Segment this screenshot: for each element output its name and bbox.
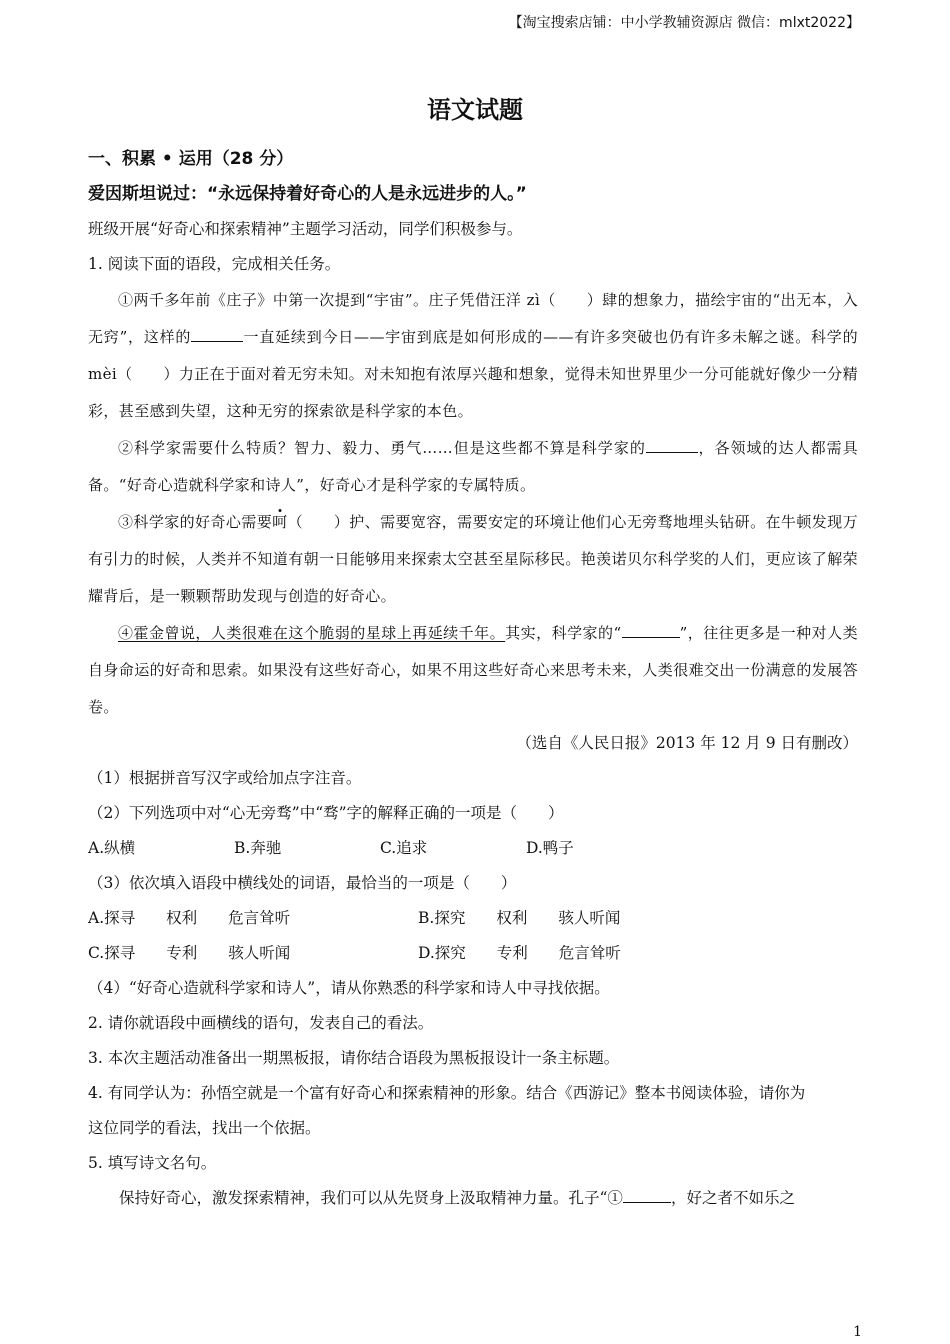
para4-text-a: 其实，科学家的“	[505, 624, 622, 642]
sub-question-4: （4）“好奇心造就科学家和诗人”，请从你熟悉的科学家和诗人中寻找依据。	[88, 979, 610, 997]
sub-question-2-options	[88, 831, 858, 866]
intro-line: 班级开展“好奇心和探索精神”主题学习活动，同学们积极参与。	[88, 220, 523, 238]
passage-paragraph-3	[88, 504, 858, 615]
sub-question-3-options-row-2	[88, 936, 858, 971]
para1-text-b: 一直延续到今日——宇宙到底是如何形成的——有许多突破也仍有许多未解之谜。科学的 mèi（ ）力正在于面对着无穷未知。对未知抱有浓厚兴趣和想象，觉得未知世界里少一分可能就好像少一分精彩，甚至感到失望，这种无穷的探索欲是科学家的本色。	[88, 328, 858, 420]
option-a[interactable]: A.探寻 权利 危言耸听	[88, 909, 291, 927]
fill-blank-2[interactable]	[646, 436, 698, 453]
section-heading: 一、积累 • 运用（28 分）	[88, 149, 294, 169]
para3-text-a: ③科学家的好奇心需要	[118, 513, 273, 531]
underlined-sentence: ④霍金曾说，人类很难在这个脆弱的星球上再延续千年。	[118, 624, 506, 642]
passage-paragraph-4	[88, 615, 858, 726]
option-a[interactable]: A.纵横	[88, 839, 136, 857]
option-c[interactable]: C.追求	[380, 839, 428, 857]
page-number: 1	[853, 1324, 862, 1340]
fill-blank-1[interactable]	[191, 325, 243, 342]
fill-blank-q5[interactable]	[623, 1186, 671, 1203]
q5-text-a: 保持好奇心，激发探索精神，我们可以从先贤身上汲取精神力量。孔子“①	[119, 1189, 623, 1207]
option-b[interactable]: B.探究 权利 骇人听闻	[418, 909, 621, 927]
question-4-line-1: 4. 有同学认为：孙悟空就是一个富有好奇心和探索精神的形象。结合《西游记》整本书阅读体验，请你为	[88, 1084, 806, 1102]
source-citation: （选自《人民日报》2013 年 12 月 9 日有删改）	[516, 734, 858, 752]
document-body	[88, 142, 858, 1216]
option-b[interactable]: B.奔驰	[234, 839, 282, 857]
fill-blank-3[interactable]	[622, 621, 680, 638]
question-5: 5. 填写诗文名句。	[88, 1154, 217, 1172]
para2-text-a: ②科学家需要什么特质？智力、毅力、勇气……但是这些都不算是科学家的	[118, 439, 646, 457]
sub-question-3: （3）依次填入语段中横线处的词语，最恰当的一项是（ ）	[88, 874, 517, 892]
para2-text-b: ，各领域的达人都需具备。“好奇心造就科学家和诗人”，好奇心才是科学家的专属特质。	[88, 439, 858, 494]
para3-text-b: （ ）护、需要宽容，需要安定的环境让他们心无旁骛地埋头钻研。在牛顿发现万有引力的时候，人类并不知道有朝一日能够用来探索太空甚至星际移民。艳羡诺贝尔科学奖的人们，更应该了解荣耀背后，是一颗颗帮助发现与创造的好奇心。	[88, 513, 859, 605]
option-c[interactable]: C.探寻 专利 骇人听闻	[88, 944, 291, 962]
question-3: 3. 本次主题活动准备出一期黑板报，请你结合语段为黑板报设计一条主标题。	[88, 1049, 620, 1067]
para1-text-a: ①两千多年前《庄子》中第一次提到“宇宙”。庄子凭借汪洋 zì（ ）肆的想象力，描绘宇宙的“出无本，入无窍”，这样的	[88, 291, 858, 346]
option-d[interactable]: D.探究 专利 危言耸听	[418, 944, 621, 962]
question-5-text	[88, 1181, 858, 1216]
question-1-heading: 1. 阅读下面的语段，完成相关任务。	[88, 255, 341, 273]
dotted-character: 呵	[272, 513, 288, 531]
q5-text-b: ，好之者不如乐之	[670, 1189, 795, 1207]
sub-question-3-options-row-1	[88, 901, 858, 936]
quote-line: 爱因斯坦说过：“永远保持着好奇心的人是永远进步的人。”	[88, 184, 527, 204]
question-4-line-2: 这位同学的看法，找出一个依据。	[88, 1119, 321, 1137]
passage-paragraph-1	[88, 282, 858, 430]
passage-paragraph-2	[88, 430, 858, 504]
sub-question-2: （2）下列选项中对“心无旁骛”中“骛”字的解释正确的一项是（ ）	[88, 804, 564, 822]
sub-question-1: （1）根据拼音写汉字或给加点字注音。	[88, 769, 362, 787]
header-note: 【淘宝搜索店铺：中小学教辅资源店 微信：mlxt2022】	[508, 15, 860, 31]
para4-text-b: ”，往往更多是一种对人类自身命运的好奇和思索。如果没有这些好奇心，如果不用这些好奇心来思考未来，人类很难交出一份满意的发展答卷。	[88, 624, 859, 716]
page-title: 语文试题	[427, 96, 523, 124]
question-2: 2. 请你就语段中画横线的语句，发表自己的看法。	[88, 1014, 434, 1032]
option-d[interactable]: D.鸭子	[526, 839, 574, 857]
